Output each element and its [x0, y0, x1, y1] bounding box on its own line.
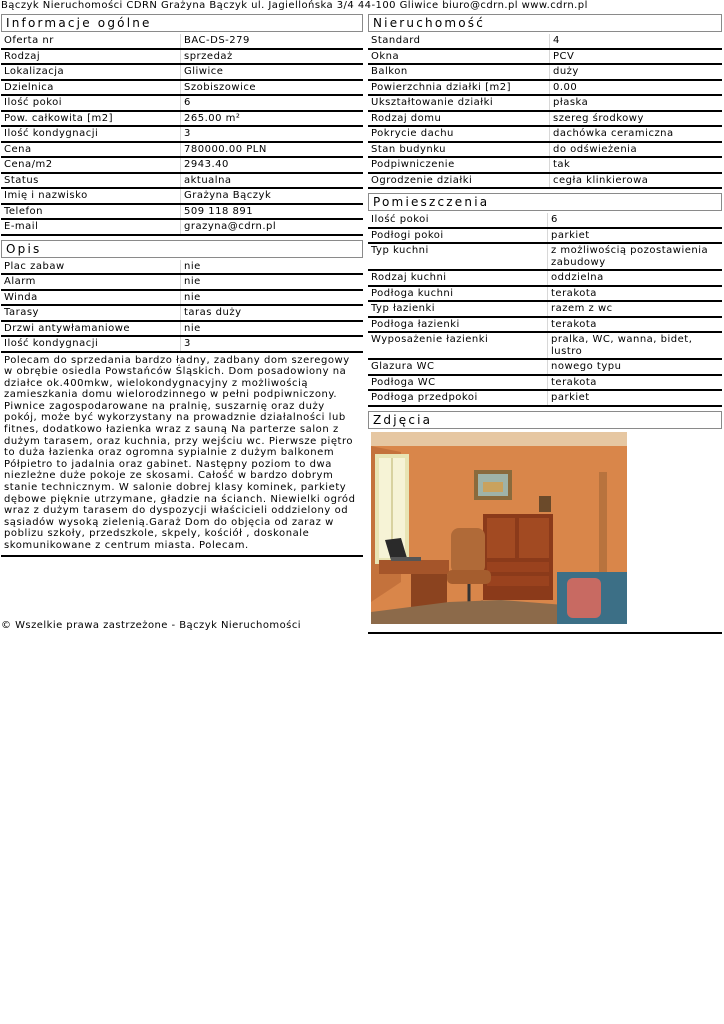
row-value: nie: [181, 260, 364, 275]
row-label: Powierzchnia działki [m2]: [368, 80, 550, 96]
row-label: Drzwi antywłamaniowe: [1, 321, 181, 337]
row-value: terakota: [548, 317, 723, 333]
row-value: do odświeżenia: [550, 142, 723, 158]
row-label: Pow. całkowita [m2]: [1, 111, 181, 127]
table-row: [368, 64, 722, 80]
row-value: 6: [548, 213, 723, 228]
row-value: dachówka ceramiczna: [550, 126, 723, 142]
table-row: [1, 305, 363, 321]
table-row: [368, 173, 722, 189]
row-label: Podłoga WC: [368, 375, 548, 391]
table-row: [368, 228, 722, 244]
row-value: szereg środkowy: [550, 111, 723, 127]
row-label: Plac zabaw: [1, 260, 181, 275]
right-column: [368, 14, 722, 634]
table-row: [368, 286, 722, 302]
table-row: [1, 64, 363, 80]
table-row: [368, 270, 722, 286]
table-row: [368, 332, 722, 359]
table-row: [1, 204, 363, 220]
row-label: E-mail: [1, 219, 181, 235]
row-label: Wyposażenie łazienki: [368, 332, 548, 359]
room-photo-illustration: [371, 432, 627, 624]
row-value: PCV: [550, 49, 723, 65]
row-label: Tarasy: [1, 305, 181, 321]
table-row: [1, 126, 363, 142]
table-row: [368, 359, 722, 375]
row-label: Ogrodzenie działki: [368, 173, 550, 189]
row-label: Podłogi pokoi: [368, 228, 548, 244]
row-value: Grażyna Bączyk: [181, 188, 364, 204]
row-label: Typ łazienki: [368, 301, 548, 317]
table-row: [368, 49, 722, 65]
row-label: Rodzaj kuchni: [368, 270, 548, 286]
table-row: [1, 95, 363, 111]
row-label: Ilość pokoi: [1, 95, 181, 111]
table-row: [368, 126, 722, 142]
header-line: Bączyk Nieruchomości CDRN Grażyna Bączyk ul. Jagiellońska 3/4 44-100 Gliwice biuro@cdrn.pl www.cdrn.pl: [1, 0, 588, 11]
row-value: 0.00: [550, 80, 723, 96]
row-label: Podłoga przedpokoi: [368, 390, 548, 406]
row-value: 3: [181, 126, 364, 142]
row-value: BAC-DS-279: [181, 34, 364, 49]
row-label: Rodzaj: [1, 49, 181, 65]
table-row: [1, 173, 363, 189]
row-label: Okna: [368, 49, 550, 65]
row-value: 509 118 891: [181, 204, 364, 220]
row-value: 2943.40: [181, 157, 364, 173]
row-label: Ukształtowanie działki: [368, 95, 550, 111]
table-row: [1, 219, 363, 235]
row-value: nie: [181, 274, 364, 290]
row-value: z możliwością pozostawienia zabudowy: [548, 243, 723, 270]
row-value: razem z wc: [548, 301, 723, 317]
table-row: [1, 49, 363, 65]
table-row: [1, 336, 363, 352]
row-value: 3: [181, 336, 364, 352]
row-value: sprzedaż: [181, 49, 364, 65]
nieruchomosc-table: [368, 34, 722, 189]
row-label: Ilość kondygnacji: [1, 126, 181, 142]
table-row: [368, 142, 722, 158]
row-label: Winda: [1, 290, 181, 306]
row-value: duży: [550, 64, 723, 80]
table-row: [368, 34, 722, 49]
row-label: Lokalizacja: [1, 64, 181, 80]
row-value: nie: [181, 290, 364, 306]
photo-frame: [368, 432, 722, 634]
row-value: terakota: [548, 375, 723, 391]
row-label: Alarm: [1, 274, 181, 290]
row-label: Ilość kondygnacji: [1, 336, 181, 352]
table-row: [1, 157, 363, 173]
row-label: Oferta nr: [1, 34, 181, 49]
row-value: tak: [550, 157, 723, 173]
row-label: Cena/m2: [1, 157, 181, 173]
row-label: Cena: [1, 142, 181, 158]
section-title-nieruchomosc: Nieruchomość: [368, 14, 722, 32]
row-value: 780000.00 PLN: [181, 142, 364, 158]
row-label: Ilość pokoi: [368, 213, 548, 228]
section-title-zdjecia: Zdjęcia: [368, 411, 722, 429]
section-title-opis: Opis: [1, 240, 363, 258]
table-row: [1, 274, 363, 290]
row-value: taras duży: [181, 305, 364, 321]
table-row: [368, 317, 722, 333]
row-value: nowego typu: [548, 359, 723, 375]
row-label: Pokrycie dachu: [368, 126, 550, 142]
row-value: oddzielna: [548, 270, 723, 286]
row-label: Imię i nazwisko: [1, 188, 181, 204]
row-value: Szobiszowice: [181, 80, 364, 96]
row-value: 4: [550, 34, 723, 49]
row-label: Balkon: [368, 64, 550, 80]
property-photo[interactable]: [371, 432, 627, 624]
row-value: grazyna@cdrn.pl: [181, 219, 364, 235]
row-value: parkiet: [548, 228, 723, 244]
row-label: Glazura WC: [368, 359, 548, 375]
left-column: [1, 14, 363, 557]
row-label: Stan budynku: [368, 142, 550, 158]
table-row: [1, 111, 363, 127]
table-row: [1, 80, 363, 96]
table-row: [1, 188, 363, 204]
row-label: Telefon: [1, 204, 181, 220]
table-row: [368, 80, 722, 96]
table-row: [368, 111, 722, 127]
table-row: [368, 375, 722, 391]
table-row: [368, 390, 722, 406]
table-row: [1, 34, 363, 49]
row-label: Standard: [368, 34, 550, 49]
row-value: aktualna: [181, 173, 364, 189]
row-label: Dzielnica: [1, 80, 181, 96]
table-row: [368, 95, 722, 111]
row-value: płaska: [550, 95, 723, 111]
opis-table: [1, 260, 363, 353]
footer-copyright: © Wszelkie prawa zastrzeżone - Bączyk Nieruchomości: [1, 620, 302, 631]
row-value: cegła klinkierowa: [550, 173, 723, 189]
row-value: pralka, WC, wanna, bidet, lustro: [548, 332, 723, 359]
pomieszczenia-table: [368, 213, 722, 407]
row-value: nie: [181, 321, 364, 337]
row-label: Podpiwniczenie: [368, 157, 550, 173]
row-value: terakota: [548, 286, 723, 302]
row-value: parkiet: [548, 390, 723, 406]
row-label: Podłoga łazienki: [368, 317, 548, 333]
row-label: Rodzaj domu: [368, 111, 550, 127]
section-title-pomieszczenia: Pomieszczenia: [368, 193, 722, 211]
row-label: Status: [1, 173, 181, 189]
table-row: [368, 243, 722, 270]
table-row: [1, 142, 363, 158]
table-row: [1, 321, 363, 337]
info-table: [1, 34, 363, 236]
section-title-info: Informacje ogólne: [1, 14, 363, 32]
row-value: 6: [181, 95, 364, 111]
row-label: Podłoga kuchni: [368, 286, 548, 302]
row-label: Typ kuchni: [368, 243, 548, 270]
table-row: [1, 290, 363, 306]
table-row: [368, 157, 722, 173]
table-row: [1, 260, 363, 275]
description-text: Polecam do sprzedania bardzo ładny, zadbany dom szeregowy w obrębie osiedla Powstańców Śląskich. Dom posadowiony na działce ok.400mkw, wielokondygnacyjny z możliwością zamieszkania domu wielorodzinnego w pełni podpiwniczony. Piwnice zagospodarowane na pralnię, suszarnię oraz duży pokój, może być wykorzystany na prowadznie działalności lub fitnes, dodatkowo łazienka wraz z sauną Na parterze salon z dużym tarasem, oraz kuchnia, przy wejściu wc. Pierwsze piętro to duża łazienka oraz ogromna sypialnie z dużym balkonem Półpietro to jadalnia oraz gabinet. Następny poziom to dwa niezleżne duże pokoje ze skosami. Całość w bardzo dobrym stanie technicznym. W salonie dobrej klasy kominek, parkiety dębowe pięknie utrzymane, gładzie na ścianch. Niewielki ogród wraz z dużym tarasem do dyspozycji właścicieli oddzielony od sąsiadów wysoką zielenią.Garaż Dom do objęcia od zaraz w poblizu szkoły, przedszkole, skpely, kościół , doskonale skomunikowane z centrum miasta. Polecam.: [1, 353, 363, 557]
table-row: [368, 301, 722, 317]
table-row: [368, 213, 722, 228]
row-value: Gliwice: [181, 64, 364, 80]
row-value: 265.00 m²: [181, 111, 364, 127]
